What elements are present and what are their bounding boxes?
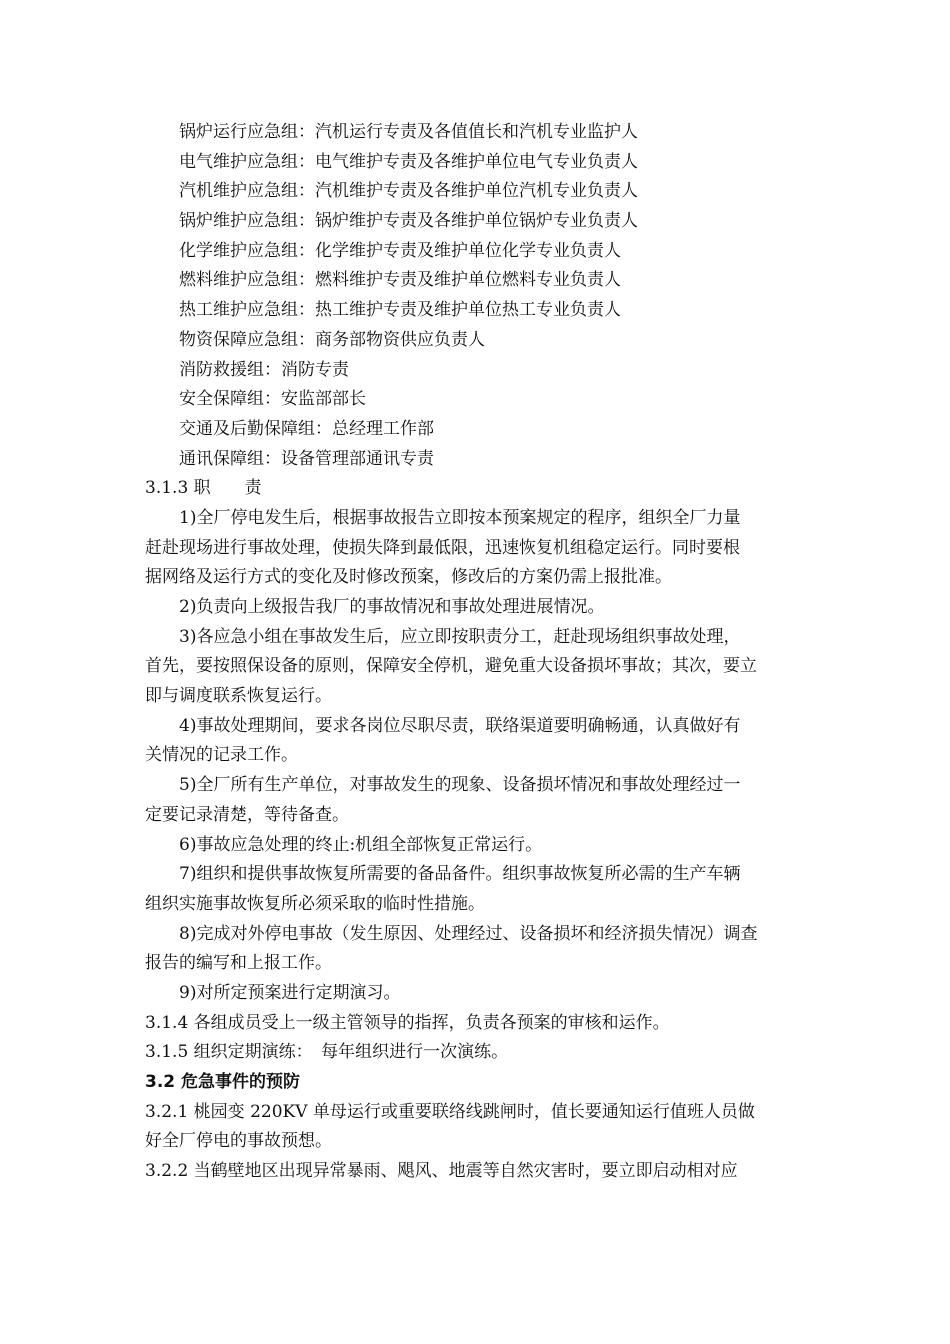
text-line: 3.2.2 当鹤壁地区出现异常暴雨、飓风、地震等自然灾害时，要立即启动相对应 [145,1161,738,1182]
text-line: 4)事故处理期间，要求各岗位尽职尽责，联络渠道要明确畅通，认真做好有 [179,715,741,736]
text-line: 电气维护应急组：电气维护专责及各维护单位电气专业负责人 [179,151,638,172]
section-heading: 3.2 危急事件的预防 [145,1072,301,1092]
text-line: 定要记录清楚，等待备查。 [145,804,349,825]
text-line: 9)对所定预案进行定期演习。 [179,982,401,1003]
text-line: 8)完成对外停电事故（发生原因、处理经过、设备损坏和经济损失情况）调查 [179,923,758,944]
text-line: 3.1.3 职 责 [145,478,262,499]
text-line: 关情况的记录工作。 [145,745,298,766]
text-line: 3.1.4 各组成员受上一级主管领导的指挥，负责各预案的审核和运作。 [145,1012,670,1033]
text-line: 首先，要按照保设备的原则，保障安全停机，避免重大设备损坏事故；其次，要立 [145,656,757,677]
text-line: 据网络及运行方式的变化及时修改预案，修改后的方案仍需上报批准。 [145,567,672,588]
text-line: 3)各应急小组在事故发生后，应立即按职责分工，赶赴现场组织事故处理， [179,626,741,647]
text-line: 7)组织和提供事故恢复所需要的备品备件。组织事故恢复所必需的生产车辆 [179,864,741,885]
text-line: 化学维护应急组：化学维护专责及维护单位化学专业负责人 [179,240,621,261]
text-line: 3.2.1 桃园变 220KV 单母运行或重要联络线跳闸时，值长要通知运行值班人员做 [145,1101,755,1122]
text-line: 通讯保障组：设备管理部通讯专责 [179,448,434,469]
text-line: 报告的编写和上报工作。 [145,953,332,974]
text-line: 锅炉维护应急组：锅炉维护专责及各维护单位锅炉专业负责人 [179,211,638,232]
text-line: 安全保障组：安监部部长 [179,389,366,410]
text-line: 赶赴现场进行事故处理，使损失降到最低限，迅速恢复机组稳定运行。同时要根 [145,537,740,558]
text-line: 消防救援组：消防专责 [179,359,349,380]
text-line: 3.1.5 组织定期演练： 每年组织进行一次演练。 [145,1042,509,1063]
text-line: 好全厂停电的事故预想。 [145,1131,332,1152]
text-line: 即与调度联系恢复运行。 [145,686,332,707]
text-line: 6)事故应急处理的终止:机组全部恢复正常运行。 [179,834,543,855]
text-line: 5)全厂所有生产单位，对事故发生的现象、设备损坏情况和事故处理经过一 [179,775,741,796]
text-line: 交通及后勤保障组：总经理工作部 [179,418,434,439]
text-line: 汽机维护应急组：汽机维护专责及各维护单位汽机专业负责人 [179,181,638,202]
text-line: 锅炉运行应急组：汽机运行专责及各值值长和汽机专业监护人 [179,122,638,142]
document-body [145,118,815,1187]
text-line: 2)负责向上级报告我厂的事故情况和事故处理进展情况。 [179,597,605,617]
text-line: 物资保障应急组：商务部物资供应负责人 [179,329,485,350]
text-line: 组织实施事故恢复所必须采取的临时性措施。 [145,893,485,914]
text-line: 1)全厂停电发生后，根据事故报告立即按本预案规定的程序，组织全厂力量 [179,507,741,528]
text-line: 热工维护应急组：热工维护专责及维护单位热工专业负责人 [179,300,621,321]
text-line: 燃料维护应急组：燃料维护专责及维护单位燃料专业负责人 [179,270,621,291]
